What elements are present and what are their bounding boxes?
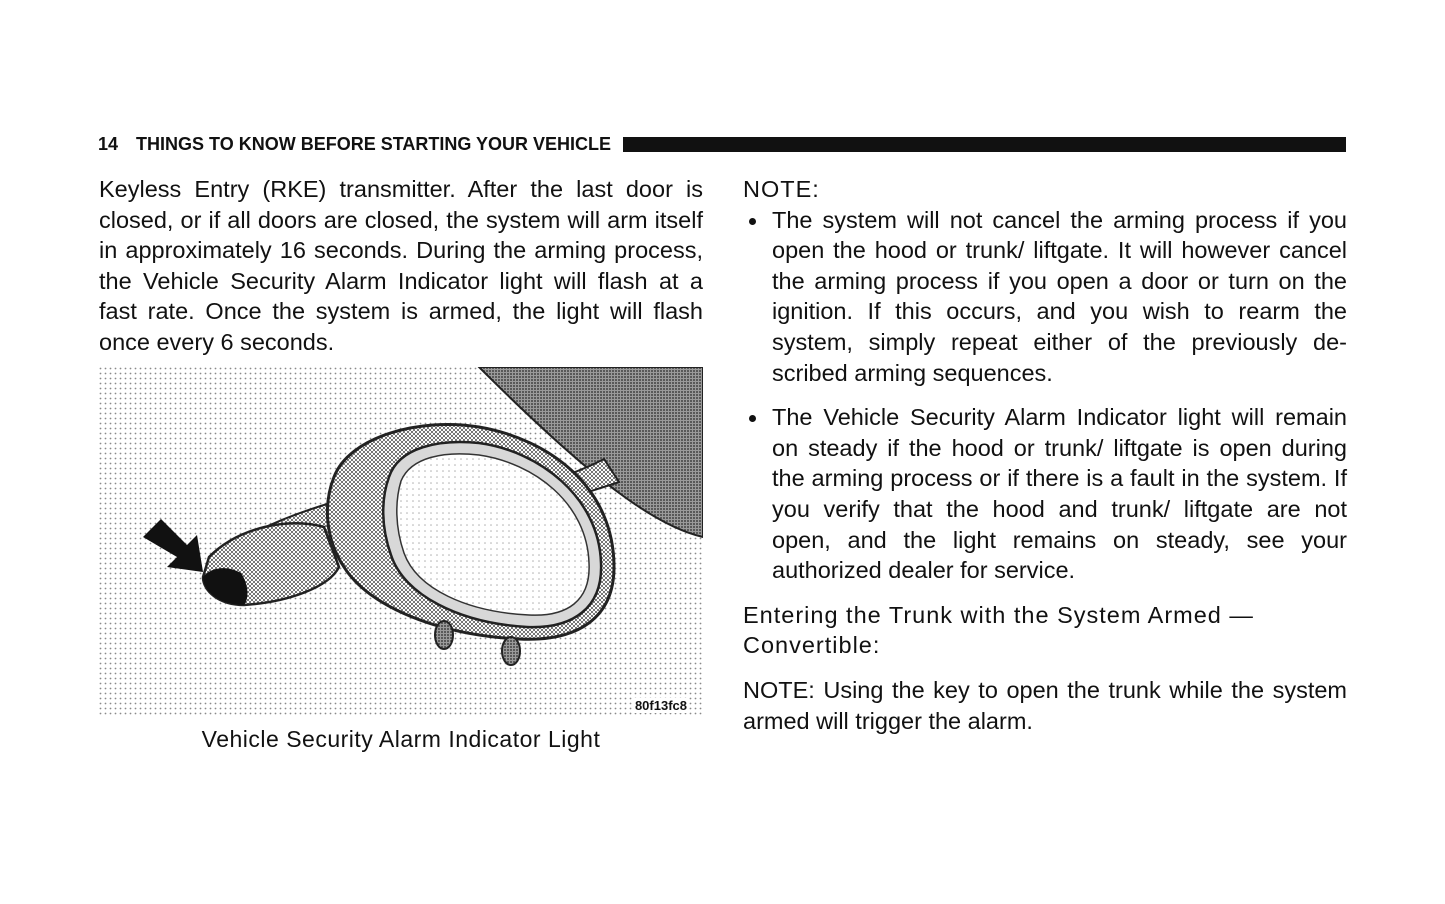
mirror-drawing [99, 367, 703, 717]
figure-caption: Vehicle Security Alarm Indicator Light [201, 726, 601, 752]
section-title: THINGS TO KNOW BEFORE STARTING YOUR VEHICLE [136, 133, 612, 154]
section-heading: Entering the Trunk with the System Armed — Convertible: [743, 601, 1254, 659]
left-column [99, 174, 703, 358]
bullet-icon [749, 218, 756, 225]
bullet-icon [749, 415, 756, 422]
bullet-text: The system will not cancel the arming process if you open the hood or trunk/ liftgate. It will however cancel the arming process if you open a door or turn on the ignition. If this occurs, and you wish to rearm the system, simply repeat either of the previously de-scribed arming sequences. [772, 206, 1347, 386]
note-label: NOTE: [743, 176, 820, 202]
bullet-text: The Vehicle Security Alarm Indicator light will remain on steady if the hood or trunk/ liftgate is open during the arming process or if there is a fault in the system. If you verify that the hood and trunk/ liftgate are not open, and the light remains on steady, see your authorized dealer for service. [772, 404, 1347, 584]
bullet-item [743, 402, 1347, 586]
header-rule [623, 137, 1346, 152]
mirror-illustration [99, 367, 703, 717]
figure-code: 80f13fc8 [634, 698, 687, 713]
final-note: NOTE: Using the key to open the trunk while the system armed will trigger the alarm. [743, 676, 1347, 734]
intro-paragraph: Keyless Entry (RKE) transmitter. After the last door is closed, or if all doors are closed, the system will arm itself in approximately 16 seconds. During the arming process, the Vehicle Security Alarm Indicator light will flash at a fast rate. Once the system is armed, the light will flash once every 6 seconds. [99, 176, 703, 355]
right-column [743, 174, 1347, 736]
note-bullets [743, 205, 1347, 586]
bullet-item [743, 205, 1347, 389]
page-header [98, 132, 1346, 156]
page-number: 14 [98, 133, 119, 154]
